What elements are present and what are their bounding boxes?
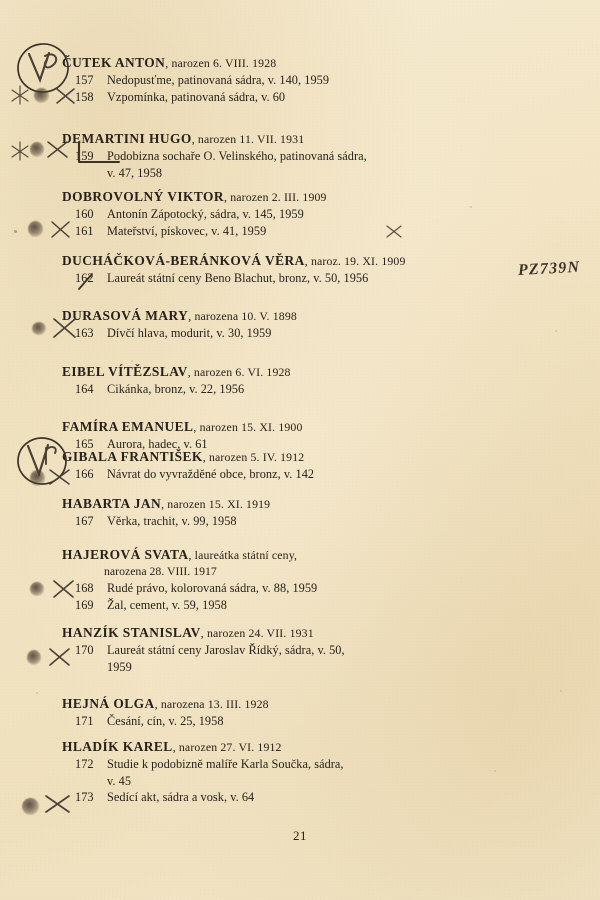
artist-heading-continuation: narozena 28. VIII. 1917: [104, 564, 217, 578]
artwork-catalog-number: 158: [75, 89, 94, 104]
artist-heading: [62, 547, 532, 563]
artist-birth-info: , narozena 13. III. 1928: [154, 697, 269, 711]
artist-name: ČUTEK ANTON: [62, 55, 166, 70]
artist-name: HLADÍK KAREL: [62, 739, 173, 754]
artwork-list: [62, 325, 532, 342]
artwork-description-continuation: 1959: [107, 659, 132, 674]
artist-name: EIBEL VÍTĚZSLAV: [62, 364, 188, 379]
artist-heading: [62, 189, 532, 205]
artwork-description-continuation: v. 47, 1958: [107, 165, 163, 180]
artwork-catalog-number: 167: [75, 514, 94, 528]
artwork-list: [62, 381, 532, 398]
artwork-description: Mateřství, pískovec, v. 41, 1959: [107, 223, 267, 238]
artwork-description: Rudé právo, kolorovaná sádra, v. 88, 1959: [107, 581, 318, 595]
artist-birth-info: , narozena 10. V. 1898: [188, 309, 297, 323]
artwork-catalog-number: 162: [75, 271, 94, 285]
artwork-description: Dívčí hlava, modurit, v. 30, 1959: [107, 326, 272, 340]
artwork-list-item: [62, 325, 532, 342]
artist-entry: [62, 449, 532, 483]
artwork-description: Cikánka, bronz, v. 22, 1956: [107, 382, 245, 396]
artist-entry: [62, 419, 532, 453]
artwork-catalog-number: 165: [75, 437, 94, 451]
artist-birth-info: , narozen 15. XI. 1900: [193, 420, 303, 434]
artist-entry: [62, 547, 532, 613]
page-folio-number: 21: [293, 828, 307, 843]
artist-heading: [62, 131, 532, 147]
artwork-list: [62, 513, 532, 530]
artist-name: GIBALA FRANTIŠEK: [62, 449, 203, 464]
artwork-list: [62, 756, 532, 806]
artwork-description: Laureát státní ceny Jaroslav Řídký, sádra, v. 50,: [107, 643, 345, 657]
artwork-description: Sedící akt, sádra a vosk, v. 64: [107, 790, 255, 805]
artist-entry: [62, 131, 532, 181]
artist-heading: [62, 696, 532, 712]
artwork-catalog-number: 170: [75, 643, 94, 657]
artist-entry: [62, 55, 532, 105]
artist-heading: [62, 739, 532, 755]
artwork-list-item: [62, 89, 532, 106]
artist-heading: [62, 449, 532, 465]
artist-entry: [62, 496, 532, 530]
artwork-list-item: [62, 713, 532, 730]
artist-birth-info: , narozen 5. IV. 1912: [202, 450, 305, 464]
artist-entry: [62, 308, 532, 342]
artwork-list-item: [62, 381, 532, 398]
artwork-catalog-number: 171: [75, 714, 94, 728]
artist-entry: [62, 253, 532, 287]
artwork-catalog-number: 159: [75, 149, 94, 163]
artwork-catalog-number: 169: [75, 597, 94, 612]
artist-name: DUCHÁČKOVÁ-BERÁNKOVÁ VĚRA: [62, 253, 305, 268]
artwork-catalog-number: 164: [75, 382, 94, 396]
artist-name: DURASOVÁ MARY: [62, 308, 189, 323]
artwork-list-item: [62, 580, 532, 597]
artwork-list: [62, 148, 532, 181]
right-margin-note-text: PZ739N: [517, 258, 581, 279]
artwork-catalog-number: 160: [75, 207, 94, 221]
artist-name: DEMARTINI HUGO: [62, 131, 192, 146]
artist-birth-info: , narozen 15. XI. 1919: [161, 497, 271, 511]
artwork-list-item: [62, 513, 532, 530]
artwork-list-item: [62, 223, 532, 240]
artist-heading: [62, 55, 532, 71]
artist-birth-info: , naroz. 19. XI. 1909: [304, 254, 406, 268]
artist-heading: [62, 308, 532, 324]
artwork-description: Studie k podobizně malíře Karla Součka, sádra,: [107, 757, 344, 771]
artist-birth-info: , narozen 24. VII. 1931: [200, 626, 314, 640]
artwork-catalog-number: 163: [75, 326, 94, 340]
artwork-catalog-number: 161: [75, 223, 94, 238]
artwork-catalog-number: 166: [75, 467, 94, 481]
artwork-list-item: [62, 206, 532, 223]
artwork-description: Laureát státní ceny Beno Blachut, bronz, v. 50, 1956: [107, 271, 369, 285]
artwork-list: [62, 270, 532, 287]
artwork-description: Žal, cement, v. 59, 1958: [107, 597, 227, 612]
artist-entry: [62, 696, 532, 730]
artwork-list-item: [62, 270, 532, 287]
artwork-description: Vzpomínka, patinovaná sádra, v. 60: [107, 89, 286, 104]
artwork-description: Návrat do vyvražděné obce, bronz, v. 142: [107, 467, 315, 481]
artist-name: HANZÍK STANISLAV: [62, 625, 201, 640]
artwork-list-item: [62, 72, 532, 89]
artwork-description: Aurora, hadec, v. 61: [107, 437, 208, 451]
artwork-description: Věrka, trachit, v. 99, 1958: [107, 514, 237, 528]
artwork-list-item: [62, 466, 532, 483]
artist-heading: [62, 419, 532, 435]
artwork-description: Antonín Zápotocký, sádra, v. 145, 1959: [107, 207, 304, 221]
artwork-description: Česání, cín, v. 25, 1958: [107, 714, 224, 728]
artist-name: HABARTA JAN: [62, 496, 162, 511]
artist-name: DOBROVOLNÝ VIKTOR: [62, 189, 225, 204]
artwork-catalog-number: 157: [75, 73, 94, 87]
artist-name: HEJNÁ OLGA: [62, 696, 155, 711]
artwork-list-item: [62, 756, 532, 789]
artist-entry: [62, 189, 532, 239]
artist-heading: [62, 253, 532, 269]
artwork-description-continuation: v. 45: [107, 773, 132, 788]
artist-birth-info: , narozen 6. VI. 1928: [187, 365, 291, 379]
artwork-description: Nedopusťme, patinovaná sádra, v. 140, 1959: [107, 73, 330, 87]
artist-birth-info: , narozen 11. VII. 1931: [191, 132, 305, 146]
artist-birth-info: , narozen 27. VI. 1912: [172, 740, 282, 754]
artist-heading: [62, 496, 532, 512]
artist-entry: [62, 625, 532, 675]
artwork-list-item: [62, 597, 532, 614]
artist-entry: [62, 739, 532, 806]
artist-birth-info: , narozen 2. III. 1909: [224, 190, 327, 204]
artwork-list-item: [62, 642, 532, 675]
artist-heading: [62, 364, 532, 380]
artwork-list: [62, 642, 532, 675]
artwork-list: [62, 466, 532, 483]
artist-birth-info: , laureátka státní ceny,: [188, 548, 298, 562]
artist-entry: [62, 364, 532, 398]
artwork-list: [62, 72, 532, 105]
artist-birth-info: , narozen 6. VIII. 1928: [165, 56, 277, 70]
artist-heading: [62, 625, 532, 641]
artwork-catalog-number: 172: [75, 757, 94, 771]
artwork-list-item: [62, 789, 532, 806]
artwork-list: [62, 713, 532, 730]
artist-name: FAMÍRA EMANUEL: [62, 419, 194, 434]
artist-name: HAJEROVÁ SVATA: [62, 547, 189, 562]
artwork-description: Podobizna sochaře O. Velinského, patinovaná sádra,: [107, 149, 367, 163]
artwork-list-item: [62, 148, 532, 181]
artwork-list: [62, 580, 532, 613]
artwork-catalog-number: 173: [75, 790, 94, 805]
artwork-catalog-number: 168: [75, 581, 94, 595]
artwork-list: [62, 206, 532, 239]
